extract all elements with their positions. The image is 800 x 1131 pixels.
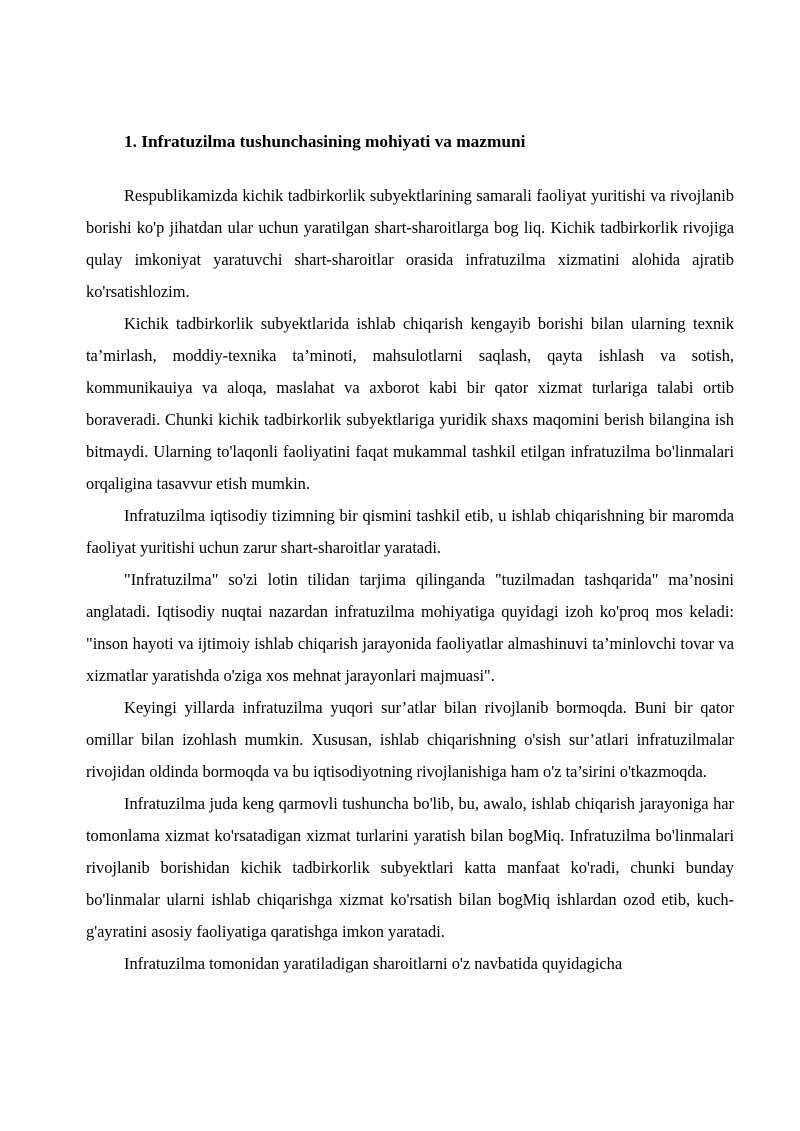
paragraph-2: Kichik tadbirkorlik subyektlarida ishlab chiqarish kengayib borishi bilan ularning texnik ta’mirlash, moddiy-texnika ta’minoti, mahsulotlarni saqlash, qayta ishlash va sotish, kommunikauiya va aloqa, maslahat va axborot kabi bir qator xizmat turlariga talabi ortib boraveradi. Chunki kichik tadbirkorlik subyektlariga yuridik shaxs maqomini berish bilangina ish bitmaydi. Ularning to'laqonli faoliyatini faqat mukammal tashkil etilgan infratuzilma bo'linmalari orqaligina tasavvur etish mumkin. — [86, 314, 734, 493]
document-body — [86, 126, 734, 980]
paragraph-1: Respublikamizda kichik tadbirkorlik subyektlarining samarali faoliyat yuritishi va rivojlanib borishi ko'p jihatdan ular uchun yaratilgan shart-sharoitlarga bog liq. Kichik tadbirkorlik rivojiga qulay imkoniyat yaratuvchi shart-sharoitlar orasida infratuzilma xizmatini alohida ajratib ko'rsatishlozim. — [86, 186, 734, 301]
paragraph-5: Keyingi yillarda infratuzilma yuqori sur’atlar bilan rivojlanib bormoqda. Buni bir qator omillar bilan izohlash mumkin. Xususan, ishlab chiqarishning o'sish sur’atlari infratuzilmalar rivojidan oldinda bormoqda va bu iqtisodiyotning rivojlanishiga ham o'z ta’sirini o'tkazmoqda. — [86, 698, 734, 781]
paragraph-7: Infratuzilma tomonidan yaratiladigan sharoitlarni o'z navbatida quyidagicha — [124, 954, 623, 973]
section-heading: 1. Infratuzilma tushunchasining mohiyati va mazmuni — [124, 132, 526, 151]
paragraph-6: Infratuzilma juda keng qarmovli tushuncha bo'lib, bu, awalo, ishlab chiqarish jarayoniga har tomonlama xizmat ko'rsatadigan xizmat turlarini yaratish bilan bogMiq. Infratuzilma bo'linmalari rivojlanib borishidan kichik tadbirkorlik subyektlari katta manfaat ko'radi, chunki bunday bo'linmalar ularni ishlab chiqarishga xizmat ko'rsatish bilan bogMiq ishlardan ozod etib, kuch-g'ayratini asosiy faoliyatiga qaratishga imkon yaratadi. — [86, 794, 734, 941]
paragraph-3: Infratuzilma iqtisodiy tizimning bir qismini tashkil etib, u ishlab chiqarishning bir maromda faoliyat yuritishi uchun zarur shart-sharoitlar yaratadi. — [86, 506, 734, 557]
paragraph-4: "Infratuzilma" so'zi lotin tilidan tarjima qilinganda "tuzilmadan tashqarida" ma’nosini anglatadi. Iqtisodiy nuqtai nazardan infratuzilma mohiyatiga quyidagi izoh ko'proq mos keladi: "inson hayoti va ijtimoiy ishlab chiqarish jarayonida faoliyatlar almashinuvi ta’minlovchi tovar va xizmatlar yaratishda o'ziga xos mehnat jarayonlari majmuasi". — [86, 570, 734, 685]
